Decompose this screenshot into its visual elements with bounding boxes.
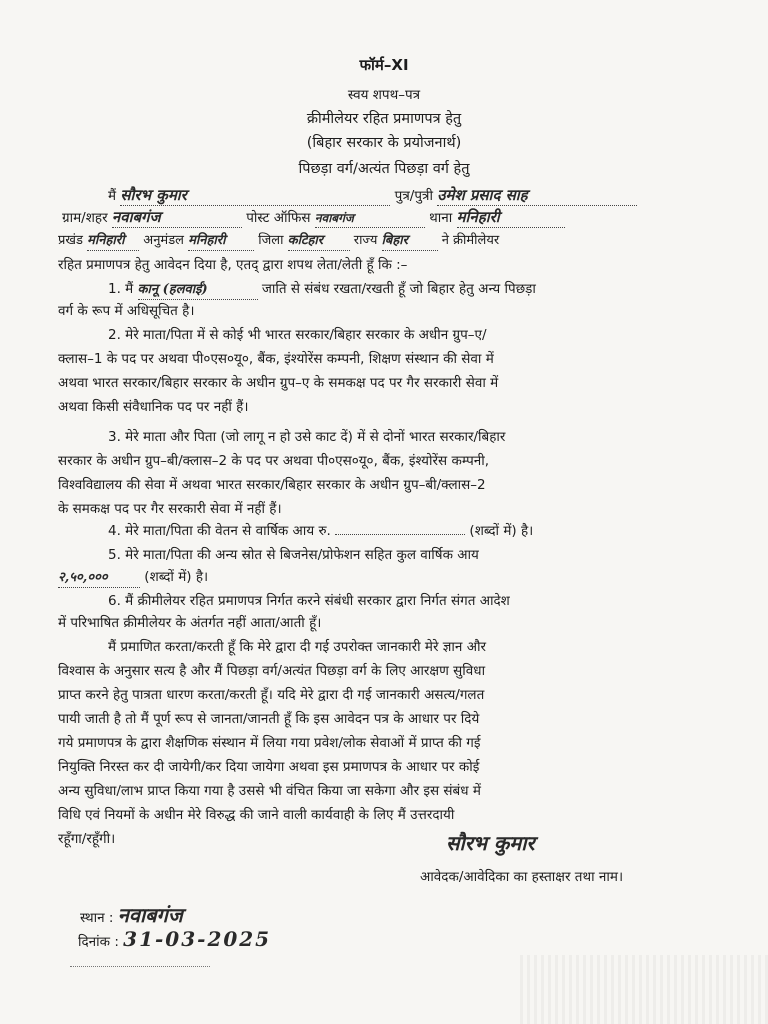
para-3-line-1: 3. मेरे माता और पिता (जो लागू न हो उसे काट दें) में से दोनों भारत सरकार/बिहार [108, 429, 506, 445]
label-subdivision: अनुमंडल [143, 233, 184, 248]
label-thana: थाना [429, 210, 453, 226]
label-son-daughter: पुत्र/पुत्री [394, 188, 433, 204]
state-value: बिहार [381, 233, 408, 248]
para-6-line-1: 6. मैं क्रीमीलेयर रहित प्रमाणपत्र निर्गत करने संबंधी सरकार द्वारा निर्गत संगत आदेश [108, 593, 510, 609]
declaration-line-3: प्राप्त करने हेतु पात्रता धारण करता/करती हूँ। यदि मेरे द्वारा दी गई जानकारी असत्य/गलत [58, 687, 485, 703]
applicant-line [108, 186, 637, 206]
declaration-line-9: रहूँगा/रहूँगी। [58, 831, 116, 847]
subdivision-value: मनिहारी [188, 233, 226, 248]
label-district: जिला [258, 233, 284, 248]
oath-line: रहित प्रमाणपत्र हेतु आवेदन दिया है, एतद् द्वारा शपथ लेता/लेती हूँ कि :– [58, 257, 408, 273]
district-value: कटिहार [287, 233, 324, 248]
declaration-line-6: नियुक्ति निरस्त कर दी जायेगी/कर दिया जायेगा अथवा इस प्रमाणपत्र के आधार पर कोई [58, 759, 480, 775]
salary-income-blank [335, 534, 465, 535]
father-name: उमेश प्रसाद साह [437, 186, 528, 204]
form-subtitle-purpose: (बिहार सरकार के प्रयोजनार्थ) [306, 135, 462, 151]
village-value: नवाबगंज [111, 208, 161, 226]
address-line-2 [58, 232, 499, 251]
para-3-line-2: सरकार के अधीन ग्रुप–बी/क्लास–2 के पद पर अथवा पी०एस०यू०, बैंक, इंश्योरेंस कम्पनी, [58, 453, 490, 469]
label-block: प्रखंड [58, 233, 83, 248]
footer-rule [70, 966, 210, 967]
thana-value: मनिहारी [456, 208, 500, 226]
scan-noise [520, 955, 768, 1024]
para-2-line-2: क्लास–1 के पद पर अथवा पी०एस०यू०, बैंक, इंश्योरेंस कम्पनी, शिक्षण संस्थान की सेवा में [58, 351, 494, 367]
form-title: फॉर्म–XI [359, 56, 409, 74]
form-subtitle-affidavit: स्वय शपथ–पत्र [347, 87, 421, 103]
date-label: दिनांक : [78, 934, 119, 950]
applicant-name: सौरभ कुमार [120, 186, 187, 204]
date-line [78, 927, 272, 951]
para-3-line-3: विश्वविद्यालय की सेवा में अथवा भारत सरकार/बिहार सरकार के अधीन ग्रुप–बी/क्लास–2 [58, 477, 486, 493]
label-state: राज्य [353, 233, 378, 248]
label-post-office: पोस्ट ऑफिस [246, 210, 311, 226]
label-i: मैं [108, 188, 117, 204]
place-line [80, 903, 183, 927]
para-5-line-2: २,५०,००० (शब्दों में) है। [58, 568, 208, 588]
address-line-1 [62, 208, 565, 228]
para-4-line: 4. मेरे माता/पिता की वेतन से वार्षिक आय रु. (शब्दों में) है। [108, 523, 534, 539]
declaration-line-2: विश्वास के अनुसार सत्य है और मैं पिछड़ा वर्ग/अत्यंत पिछड़ा वर्ग के लिए आरक्षण सुविधा [58, 663, 486, 679]
para-6-line-2: में परिभाषित क्रीमीलेयर के अंतर्गत नहीं आता/आती हूँ। [58, 615, 322, 631]
declaration-line-4: पायी जाती है तो मैं पूर्ण रूप से जानता/जानती हूँ कि इस आवेदन पत्र के आधार पर दिये [58, 711, 480, 727]
declaration-line-5: गये प्रमाणपत्र के द्वारा शैक्षणिक संस्थान में लिया गया प्रवेश/लोक सेवाओं में प्राप्त की गई [58, 735, 481, 751]
signature-caption: आवेदक/आवेदिका का हस्ताक्षर तथा नाम। [420, 869, 624, 885]
para-5-line-1: 5. मेरे माता/पिता की अन्य स्रोत से बिजनेस/प्रोफेशन सहित कुल वार्षिक आय [108, 547, 479, 563]
para-1-line-1: 1. मैं कानू (हलवाई) जाति से संबंध रखता/रखती हूँ जो बिहार हेतु अन्य पिछड़ा [108, 280, 536, 300]
para-1-line-2: वर्ग के रूप में अधिसूचित है। [58, 303, 195, 319]
label-creamylayer: ने क्रीमीलेयर [441, 233, 500, 248]
para-2-line-3: अथवा भारत सरकार/बिहार सरकार के अधीन ग्रुप–ए के समकक्ष पद पर गैर सरकारी सेवा में [58, 375, 499, 391]
date-value: 31-03-2025 [123, 927, 272, 951]
form-subtitle-category: पिछड़ा वर्ग/अत्यंत पिछड़ा वर्ग हेतु [298, 161, 470, 177]
other-income-value: २,५०,००० [58, 570, 108, 585]
place-label: स्थान : [80, 910, 114, 926]
form-subtitle-certificate: क्रीमीलेयर रहित प्रमाणपत्र हेतु [306, 111, 462, 127]
applicant-signature: सौरभ कुमार [446, 831, 535, 855]
declaration-line-8: विधि एवं नियमों के अधीन मेरे विरुद्ध की जाने वाली कार्यवाही के लिए मैं उत्तरदायी [58, 807, 455, 823]
para-2-line-4: अथवा किसी संवैधानिक पद पर नहीं हैं। [58, 399, 249, 415]
caste-value: कानू (हलवाई) [137, 282, 208, 297]
block-value: मनिहारी [87, 233, 125, 248]
para-2-line-1: 2. मेरे माता/पिता में से कोई भी भारत सरकार/बिहार सरकार के अधीन ग्रुप–ए/ [108, 327, 487, 343]
declaration-line-1: मैं प्रमाणित करता/करती हूँ कि मेरे द्वारा दी गई उपरोक्त जानकारी मेरे ज्ञान और [108, 639, 487, 655]
label-village: ग्राम/शहर [62, 210, 108, 226]
place-value: नवाबगंज [117, 903, 183, 927]
para-3-line-4: के समकक्ष पद पर गैर सरकारी सेवा में नहीं हैं। [58, 501, 282, 517]
declaration-line-7: अन्य सुविधा/लाभ प्राप्त किया गया है उससे भी वंचित किया जा सकेगा और इस संबंध में [58, 783, 481, 799]
post-office-value: नवाबगंज [314, 211, 354, 225]
